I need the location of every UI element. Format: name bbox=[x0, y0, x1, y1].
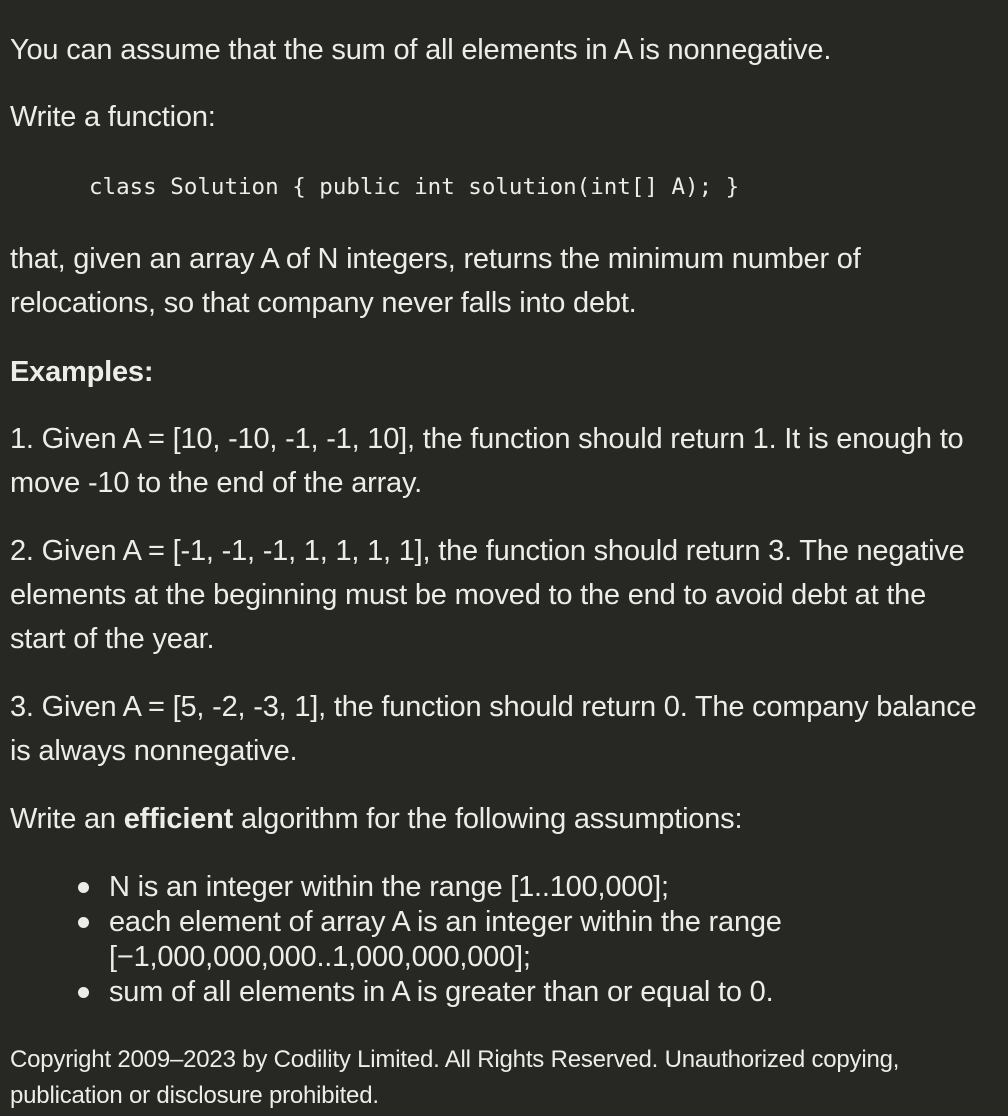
assumptions-intro-before: Write an bbox=[10, 803, 124, 835]
assumptions-list bbox=[10, 870, 984, 1010]
intro-text: You can assume that the sum of all elements in A is nonnegative. bbox=[10, 34, 832, 66]
assumption-item bbox=[10, 870, 984, 905]
assumption-text: sum of all elements in A is greater than or equal to 0. bbox=[109, 976, 774, 1008]
example-3: 3. Given A = [5, -2, -3, 1], the function should return 0. The company balance is always nonnegative. bbox=[10, 691, 977, 767]
assumption-text: each element of array A is an integer within the range [−1,000,000,000..1,000,000,000]; bbox=[109, 906, 782, 973]
copyright-notice: Copyright 2009–2023 by Codility Limited. All Rights Reserved. Unauthorized copying, publication or disclosure prohibited. bbox=[10, 1046, 900, 1109]
bullet-icon bbox=[78, 917, 89, 928]
assumptions-intro bbox=[10, 797, 984, 841]
bullet-icon bbox=[78, 987, 89, 998]
bullet-icon bbox=[78, 882, 89, 893]
assumptions-intro-after: algorithm for the following assumptions: bbox=[233, 803, 743, 835]
description-text: that, given an array A of N integers, returns the minimum number of relocations, so that company never falls into debt. bbox=[10, 243, 861, 319]
assumption-item bbox=[10, 905, 984, 975]
write-function-text: Write a function: bbox=[10, 101, 216, 133]
assumption-text: N is an integer within the range [1..100,000]; bbox=[109, 871, 669, 903]
assumptions-intro-emphasis: efficient bbox=[123, 803, 234, 835]
examples-heading: Examples: bbox=[10, 356, 154, 388]
code-signature: class Solution { public int solution(int[] A); } bbox=[89, 174, 740, 200]
example-1: 1. Given A = [10, -10, -1, -1, 10], the function should return 1. It is enough to move -10 to the end of the array. bbox=[10, 423, 964, 499]
assumption-item bbox=[10, 975, 984, 1010]
example-2: 2. Given A = [-1, -1, -1, 1, 1, 1, 1], the function should return 3. The negative elements at the beginning must be moved to the end to avoid debt at the start of the year. bbox=[10, 535, 965, 655]
